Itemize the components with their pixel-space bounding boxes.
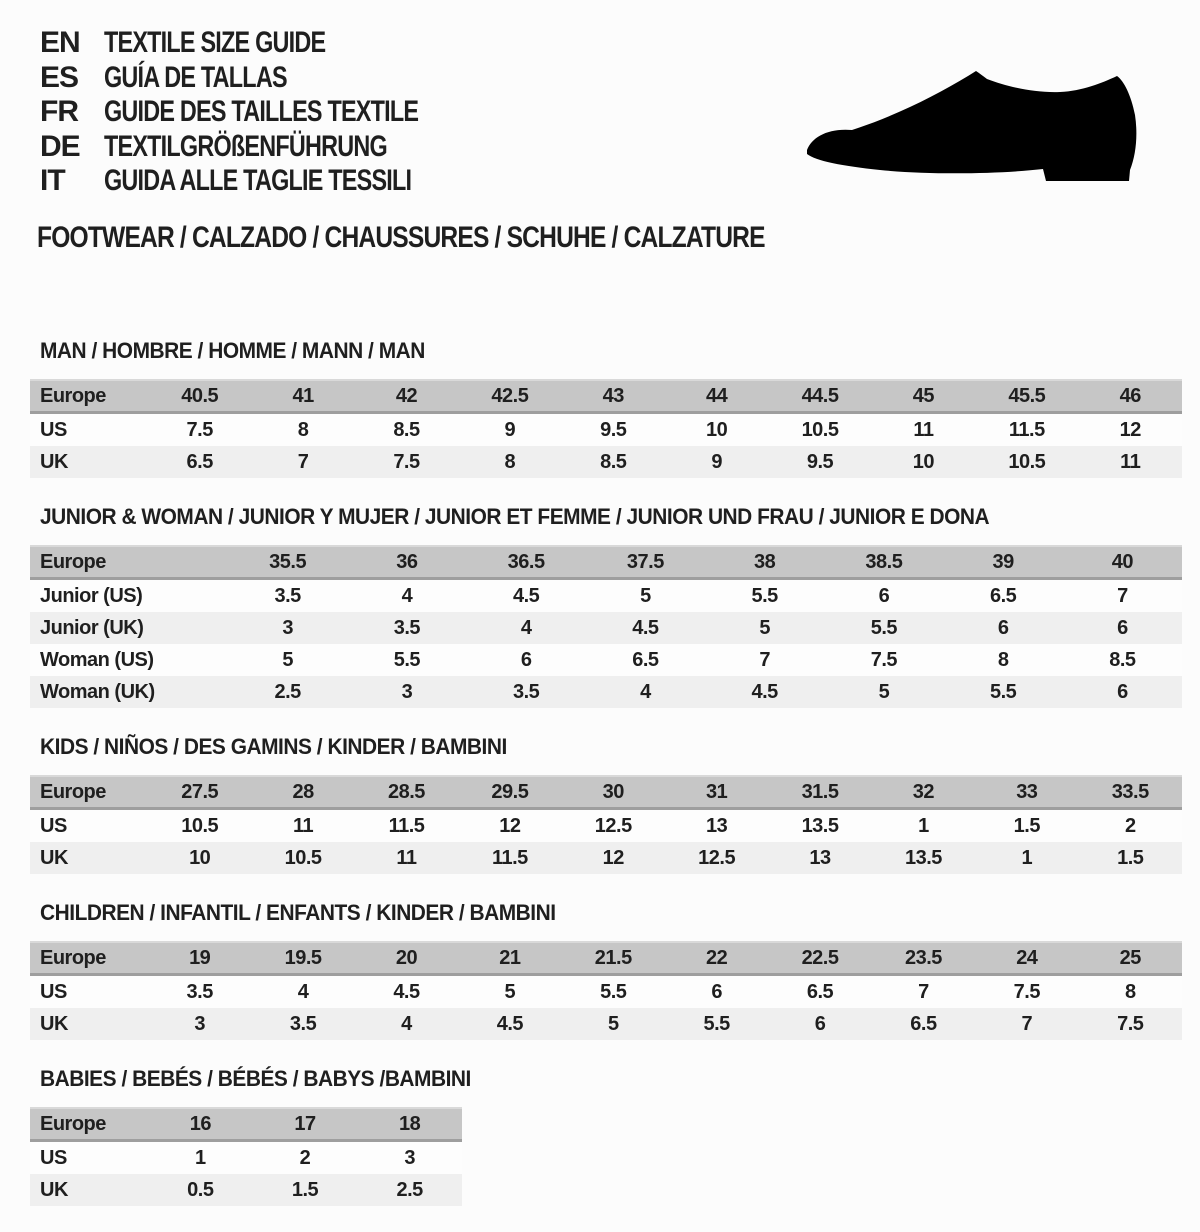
- size-value: 8.5: [355, 413, 458, 447]
- size-value: 40.5: [148, 380, 251, 413]
- size-value: 31.5: [768, 776, 871, 809]
- table-row: [30, 546, 1182, 579]
- size-value: 9: [665, 446, 768, 478]
- size-table: [30, 775, 1182, 874]
- size-value: 10.5: [975, 446, 1078, 478]
- size-value: 4: [251, 975, 354, 1009]
- row-label: UK: [30, 842, 148, 874]
- size-value: 6: [1063, 612, 1182, 644]
- size-value: 2: [253, 1141, 358, 1175]
- size-value: 13.5: [768, 809, 871, 843]
- language-title: TEXTILE SIZE GUIDE: [104, 26, 326, 60]
- size-value: 7.5: [355, 446, 458, 478]
- language-title: GUIDE DES TAILLES TEXTILE: [104, 95, 419, 129]
- size-value: 7: [872, 975, 975, 1009]
- size-value: 4: [355, 1008, 458, 1040]
- size-value: 27.5: [148, 776, 251, 809]
- size-value: 46: [1079, 380, 1182, 413]
- size-value: 20: [355, 942, 458, 975]
- language-code: IT: [40, 164, 65, 198]
- size-value: 6.5: [944, 579, 1063, 613]
- size-value: 13.5: [872, 842, 975, 874]
- language-row: [40, 95, 507, 130]
- size-value: 11: [1079, 446, 1182, 478]
- size-value: 13: [768, 842, 871, 874]
- size-value: 24: [975, 942, 1078, 975]
- size-value: 1.5: [1079, 842, 1182, 874]
- size-value: 21.5: [562, 942, 665, 975]
- size-value: 19: [148, 942, 251, 975]
- row-label: Woman (US): [30, 644, 228, 676]
- row-label: UK: [30, 1174, 148, 1206]
- size-value: 8: [251, 413, 354, 447]
- size-value: 1: [872, 809, 975, 843]
- size-value: 6: [824, 579, 943, 613]
- size-value: 6: [665, 975, 768, 1009]
- size-value: 9.5: [562, 413, 665, 447]
- size-value: 18: [357, 1108, 462, 1141]
- language-row: [40, 26, 507, 61]
- size-value: 7.5: [975, 975, 1078, 1009]
- size-value: 0.5: [148, 1174, 253, 1206]
- row-label: Junior (US): [30, 579, 228, 613]
- language-title-list: [40, 26, 507, 199]
- size-value: 6.5: [148, 446, 251, 478]
- size-value: 5.5: [665, 1008, 768, 1040]
- size-value: 28: [251, 776, 354, 809]
- table-row: [30, 676, 1182, 708]
- size-value: 5.5: [562, 975, 665, 1009]
- size-value: 11.5: [458, 842, 561, 874]
- size-value: 30: [562, 776, 665, 809]
- size-value: 4: [586, 676, 705, 708]
- language-code: FR: [40, 95, 78, 129]
- shoe-silhouette-icon: [780, 40, 1200, 240]
- size-value: 23.5: [872, 942, 975, 975]
- row-label: Europe: [30, 942, 148, 975]
- size-value: 5: [705, 612, 824, 644]
- size-value: 6.5: [586, 644, 705, 676]
- size-table: [30, 545, 1182, 708]
- size-value: 11.5: [355, 809, 458, 843]
- size-value: 10: [872, 446, 975, 478]
- table-row: [30, 1008, 1182, 1040]
- language-title: GUIDA ALLE TAGLIE TESSILI: [104, 164, 412, 198]
- size-value: 6: [1063, 676, 1182, 708]
- size-value: 11: [872, 413, 975, 447]
- size-value: 38.5: [824, 546, 943, 579]
- size-value: 3: [347, 676, 466, 708]
- section-title: KIDS / NIÑOS / DES GAMINS / KINDER / BAMBINI: [40, 734, 507, 759]
- size-table: [30, 941, 1182, 1040]
- size-value: 22: [665, 942, 768, 975]
- size-value: 6.5: [872, 1008, 975, 1040]
- size-value: 9: [458, 413, 561, 447]
- size-value: 40: [1063, 546, 1182, 579]
- size-value: 36: [347, 546, 466, 579]
- size-value: 4.5: [705, 676, 824, 708]
- size-value: 3.5: [251, 1008, 354, 1040]
- table-row: [30, 975, 1182, 1009]
- size-value: 4.5: [458, 1008, 561, 1040]
- table-row: [30, 776, 1182, 809]
- size-value: 10.5: [251, 842, 354, 874]
- row-label: Europe: [30, 776, 148, 809]
- size-value: 3.5: [347, 612, 466, 644]
- table-row: [30, 1141, 462, 1175]
- language-code: DE: [40, 129, 80, 163]
- size-value: 22.5: [768, 942, 871, 975]
- size-table: [30, 379, 1182, 478]
- size-value: 35.5: [228, 546, 347, 579]
- section-children: [30, 900, 1185, 1040]
- size-value: 33.5: [1079, 776, 1182, 809]
- size-value: 3.5: [467, 676, 586, 708]
- size-value: 7: [1063, 579, 1182, 613]
- row-label: US: [30, 809, 148, 843]
- size-value: 3: [148, 1008, 251, 1040]
- size-value: 12: [458, 809, 561, 843]
- size-value: 5: [586, 579, 705, 613]
- table-row: [30, 612, 1182, 644]
- size-value: 10.5: [148, 809, 251, 843]
- size-value: 36.5: [467, 546, 586, 579]
- size-value: 38: [705, 546, 824, 579]
- row-label: US: [30, 1141, 148, 1175]
- table-row: [30, 413, 1182, 447]
- language-code: ES: [40, 60, 79, 94]
- size-value: 19.5: [251, 942, 354, 975]
- size-value: 31: [665, 776, 768, 809]
- size-value: 7.5: [148, 413, 251, 447]
- table-row: [30, 1108, 462, 1141]
- size-tables: [30, 338, 1185, 1232]
- size-value: 12.5: [665, 842, 768, 874]
- size-value: 1.5: [975, 809, 1078, 843]
- size-value: 29.5: [458, 776, 561, 809]
- size-value: 5.5: [944, 676, 1063, 708]
- row-label: Europe: [30, 380, 148, 413]
- category-heading: FOOTWEAR / CALZADO / CHAUSSURES / SCHUHE / CALZATURE: [37, 221, 765, 254]
- size-value: 44: [665, 380, 768, 413]
- size-value: 6: [944, 612, 1063, 644]
- size-value: 13: [665, 809, 768, 843]
- size-value: 5: [824, 676, 943, 708]
- size-value: 6.5: [768, 975, 871, 1009]
- size-value: 5: [228, 644, 347, 676]
- size-value: 28.5: [355, 776, 458, 809]
- size-value: 3: [357, 1141, 462, 1175]
- size-value: 2: [1079, 809, 1182, 843]
- size-value: 11: [355, 842, 458, 874]
- size-value: 37.5: [586, 546, 705, 579]
- size-value: 42.5: [458, 380, 561, 413]
- table-row: [30, 1174, 462, 1206]
- size-value: 17: [253, 1108, 358, 1141]
- size-value: 1: [975, 842, 1078, 874]
- size-value: 10: [148, 842, 251, 874]
- section-title: JUNIOR & WOMAN / JUNIOR Y MUJER / JUNIOR ET FEMME / JUNIOR UND FRAU / JUNIOR E DONA: [40, 504, 990, 529]
- size-value: 3.5: [228, 579, 347, 613]
- size-value: 16: [148, 1108, 253, 1141]
- size-value: 1.5: [253, 1174, 358, 1206]
- size-value: 5: [562, 1008, 665, 1040]
- row-label: Europe: [30, 1108, 148, 1141]
- table-row: [30, 644, 1182, 676]
- size-value: 5.5: [705, 579, 824, 613]
- section-kids: [30, 734, 1185, 874]
- size-value: 44.5: [768, 380, 871, 413]
- size-value: 8.5: [562, 446, 665, 478]
- row-label: Junior (UK): [30, 612, 228, 644]
- size-value: 7: [251, 446, 354, 478]
- size-value: 1: [148, 1141, 253, 1175]
- size-value: 4: [467, 612, 586, 644]
- language-row: [40, 61, 507, 96]
- size-value: 10.5: [768, 413, 871, 447]
- size-value: 45: [872, 380, 975, 413]
- section-junior-woman: [30, 504, 1185, 708]
- table-row: [30, 842, 1182, 874]
- section-babies: [30, 1066, 1185, 1206]
- language-row: [40, 130, 507, 165]
- size-value: 45.5: [975, 380, 1078, 413]
- language-title: GUÍA DE TALLAS: [104, 60, 287, 94]
- language-title: TEXTILGRÖßENFÜHRUNG: [104, 129, 387, 163]
- size-value: 5.5: [347, 644, 466, 676]
- row-label: UK: [30, 446, 148, 478]
- section-title: BABIES / BEBÉS / BÉBÉS / BABYS /BAMBINI: [40, 1066, 471, 1091]
- row-label: US: [30, 975, 148, 1009]
- language-code: EN: [40, 26, 80, 60]
- size-value: 32: [872, 776, 975, 809]
- size-value: 42: [355, 380, 458, 413]
- size-value: 25: [1079, 942, 1182, 975]
- size-value: 6: [467, 644, 586, 676]
- size-value: 4: [347, 579, 466, 613]
- size-value: 7: [975, 1008, 1078, 1040]
- size-value: 8: [1079, 975, 1182, 1009]
- size-value: 5.5: [824, 612, 943, 644]
- size-value: 8: [944, 644, 1063, 676]
- size-value: 7: [705, 644, 824, 676]
- table-row: [30, 942, 1182, 975]
- size-value: 7.5: [824, 644, 943, 676]
- table-row: [30, 809, 1182, 843]
- size-value: 4.5: [467, 579, 586, 613]
- section-title: MAN / HOMBRE / HOMME / MANN / MAN: [40, 338, 425, 363]
- section-man: [30, 338, 1185, 478]
- size-value: 10: [665, 413, 768, 447]
- section-title: CHILDREN / INFANTIL / ENFANTS / KINDER / BAMBINI: [40, 900, 556, 925]
- size-value: 11: [251, 809, 354, 843]
- size-value: 4.5: [586, 612, 705, 644]
- size-value: 7.5: [1079, 1008, 1182, 1040]
- size-value: 2.5: [357, 1174, 462, 1206]
- table-row: [30, 579, 1182, 613]
- size-value: 8.5: [1063, 644, 1182, 676]
- size-value: 43: [562, 380, 665, 413]
- size-value: 3: [228, 612, 347, 644]
- size-value: 12.5: [562, 809, 665, 843]
- row-label: US: [30, 413, 148, 447]
- size-value: 41: [251, 380, 354, 413]
- size-value: 12: [1079, 413, 1182, 447]
- size-value: 39: [944, 546, 1063, 579]
- row-label: UK: [30, 1008, 148, 1040]
- size-value: 33: [975, 776, 1078, 809]
- table-row: [30, 446, 1182, 478]
- table-row: [30, 380, 1182, 413]
- size-value: 12: [562, 842, 665, 874]
- size-value: 9.5: [768, 446, 871, 478]
- size-value: 21: [458, 942, 561, 975]
- size-value: 11.5: [975, 413, 1078, 447]
- size-value: 6: [768, 1008, 871, 1040]
- language-row: [40, 164, 507, 199]
- size-value: 2.5: [228, 676, 347, 708]
- row-label: Woman (UK): [30, 676, 228, 708]
- row-label: Europe: [30, 546, 228, 579]
- size-value: 4.5: [355, 975, 458, 1009]
- size-value: 5: [458, 975, 561, 1009]
- size-value: 3.5: [148, 975, 251, 1009]
- size-value: 8: [458, 446, 561, 478]
- size-table: [30, 1107, 462, 1206]
